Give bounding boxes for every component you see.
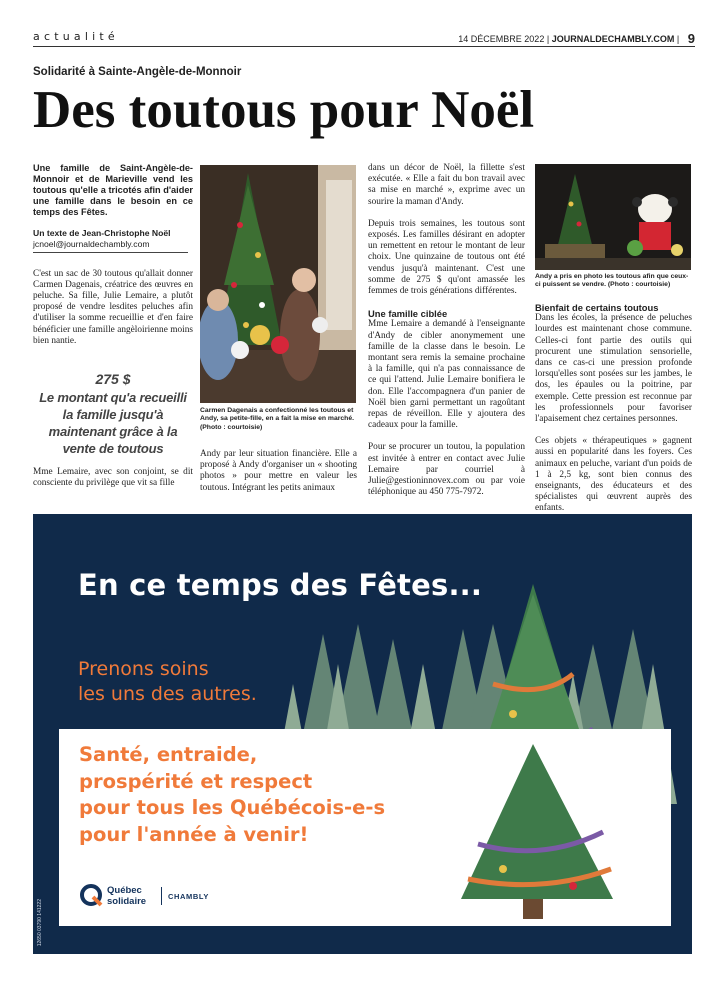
party-name (107, 885, 146, 907)
paragraph: Mme Lemaire a demandé à l'enseignante d'Andy de cibler anonymement une famille de la classe dans le besoin. Le montant sera remis la semaine prochaine à la famille, qui n'a pas connaissance de ce qui l'attend. Julie Lemaire bonifiera le don. Elle l'accompagnera d'un panier de Noël bien garni permettant un ragoûtant repas de réveillon. Elle y ajoutera des cadeaux pour la famille. (368, 319, 525, 431)
ad-message-panel (59, 729, 671, 926)
header-rule (33, 46, 695, 47)
photo-family-tree (200, 165, 356, 403)
article-kicker: Solidarité à Sainte-Angèle-de-Monnoir (33, 66, 242, 78)
paragraph: Andy par leur situation financière. Elle a proposé à Andy d'organiser un « shooting photos » pour mettre en valeur les toutous. Intégrant les petits animaux (200, 449, 357, 493)
ad-subtitle (78, 657, 257, 707)
riding-name: CHAMBLY (168, 892, 210, 901)
photo-family-tree-image (200, 165, 356, 403)
header-separator-2: | (676, 34, 680, 44)
pull-quote-amount: 275 $ (95, 371, 131, 387)
site-name: JOURNALDECHAMBLY.COM (551, 34, 675, 44)
pull-quote (33, 370, 193, 457)
photo-toys-image (535, 164, 691, 270)
ad-subtitle-line: Prenons soins (78, 658, 209, 680)
column-3 (368, 163, 525, 509)
byline-rule (33, 252, 188, 253)
logo-separator (161, 887, 162, 905)
photo-caption: Andy a pris en photo les toutous afin que ceux-ci puissent se vendre. (Photo : courtoisie) (535, 273, 689, 289)
paragraph: Ces objets « thérapeutiques » gagnent aussi en popularité dans les foyers. Ces animaux en peluche, variant d'un poids de 1 à 2,5 kg, sont bien connus des enseignants, des éducateurs et des spécialistes qui œuvrent auprès des enfants. (535, 436, 692, 514)
header-separator: | (546, 34, 550, 44)
paragraph: Pour se procurer un toutou, la population est invitée à entrer en contact avec Julie Lemaire par courriel à Julie@gestioninnovex.com ou par voie téléphonique au 450 775-7972. (368, 442, 525, 498)
subhead: Une famille ciblée (368, 308, 448, 320)
paragraph: Dans les écoles, la présence de peluches lourdes est maintenant chose commune. Celles-ci font partie des outils qui procurent une stimulation sensorielle, dans ce cas-ci une pression profonde lorsqu'elles sont posées sur les jambes, le dos, les épaules ou la poitrine, par exemple. Cette pression est reconnue par les professionnels pour favoriser l'apaisement chez certaines personnes. (535, 313, 692, 425)
byline-author: Un texte de Jean-Christophe Noël (33, 227, 171, 238)
ad-message (79, 742, 385, 848)
byline (33, 228, 193, 253)
advertisement (33, 514, 692, 954)
page-number: 9 (687, 31, 695, 46)
ad-message-line: Santé, entraide, (79, 743, 258, 766)
ad-subtitle-line: les uns des autres. (78, 683, 257, 705)
issue-date: 14 DÉCEMBRE 2022 (458, 34, 545, 44)
photo-toys (535, 164, 691, 270)
paragraph: dans un décor de Noël, la fillette s'est exécutée. « Elle a fait du bon travail avec sa mise en marché », exprime avec un sourire la maman d'Andy. (368, 163, 525, 207)
paragraph: C'est un sac de 30 toutous qu'allait donner Carmen Dagenais, créatrice des œuvres en peluche. Sa fille, Julie Lemaire, a plutôt proposé de vendre lesdites peluches afin d'utiliser la somme recueillie et d'en faire bénéficier une famille angèloirienne moins bien nantie. (33, 268, 193, 346)
column-1-end (33, 467, 193, 500)
article-headline: Des toutous pour Noël (33, 81, 535, 139)
subhead: Bienfait de certains toutous (535, 302, 659, 313)
pull-quote-text: Le montant qu'a recueilli la famille jusqu'à maintenant grâce à la vente de toutous (39, 390, 187, 456)
paragraph: Depuis trois semaines, les toutous sont exposés. Les familles désirant en adopter un remettent en retour le montant de leur choix. Une quinzaine de toutous ont été vendus jusqu'à maintenant. C'est une somme de 275 $ qu'ont amassée les femmes de trois générations différentes. (368, 218, 525, 297)
party-logo-icon (79, 883, 105, 909)
header-meta (458, 30, 695, 45)
section-name: actualité (33, 30, 119, 43)
column-2 (200, 449, 357, 505)
paragraph: Mme Lemaire, avec son conjoint, se dit consciente du privilège que vit sa fille (33, 467, 193, 489)
ad-message-line: pour tous les Québécois-e-s (79, 796, 386, 819)
ad-code: 12650 03790 141222 (37, 898, 43, 946)
ad-message-line: pour l'année à venir! (79, 822, 309, 846)
ad-message-line: prospérité et respect (79, 769, 313, 793)
column-4 (535, 302, 692, 526)
column-1 (33, 163, 193, 358)
photo-caption: Carmen Dagenais a confectionné les toutous et Andy, sa petite-fille, en a fait la mise en marché. (Photo : courtoisie) (200, 407, 354, 431)
article-lead: Une famille de Saint-Angèle-de-Monnoir et de Marieville vend les toutous qu'elle a tricotés afin d'aider une famille dans le besoin en ce temps des Fêtes. (33, 163, 193, 217)
ad-title: En ce temps des Fêtes... (78, 568, 483, 602)
byline-email: jcnoel@journaldechambly.com (33, 238, 150, 249)
party-name-line: solidaire (107, 896, 147, 907)
party-name-line: Québec (107, 885, 142, 896)
